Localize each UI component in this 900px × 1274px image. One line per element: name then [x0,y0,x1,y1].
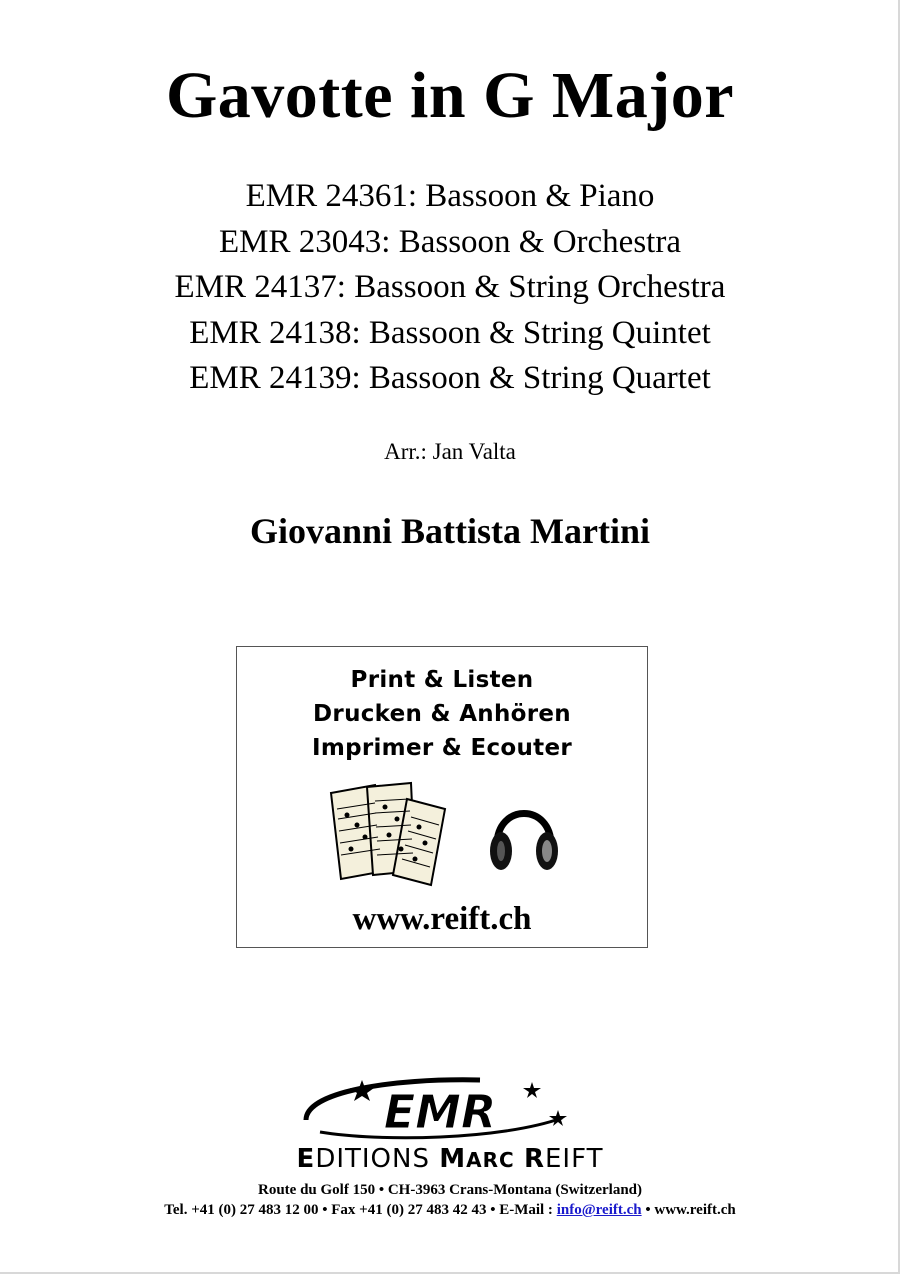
promo-line-english: Print & Listen [350,667,534,693]
contact-phone-fax: Tel. +41 (0) 27 483 12 00 • Fax +41 (0) 27 483 42 43 • E-Mail : [164,1202,557,1218]
arranger-credit: Arr.: Jan Valta [384,439,516,464]
promo-text [237,663,647,765]
edition-item: EMR 24361: Bassoon & Piano [245,178,655,214]
sheet-music-icon [327,779,457,887]
print-listen-box [236,646,648,948]
promo-website: www.reift.ch [352,901,532,937]
contact-website: • www.reift.ch [641,1202,736,1218]
emr-logo [300,1074,590,1144]
edition-item: EMR 24139: Bassoon & String Quartet [189,360,711,396]
edition-item: EMR 24138: Bassoon & String Quintet [189,314,711,351]
logo-text: EMR [383,1085,497,1139]
edition-list [0,174,900,402]
edition-item: EMR 23043: Bassoon & Orchestra [219,223,681,260]
publisher-contact [0,1200,900,1220]
edition-item: EMR 24137: Bassoon & String Orchestra [174,269,726,305]
promo-line-french: Imprimer & Ecouter [311,735,573,761]
publisher-address: Route du Golf 150 • CH-3963 Crans-Montana (Switzerland) [258,1182,642,1198]
publisher-name: EDITIONS MARC REIFT [296,1144,604,1174]
composer-name: Giovanni Battista Martini [249,511,650,551]
page-title: Gavotte in G Major [165,59,735,132]
headphones-icon [487,795,561,875]
promo-line-german: Drucken & Anhören [313,701,571,727]
email-link[interactable]: info@reift.ch [556,1202,642,1218]
